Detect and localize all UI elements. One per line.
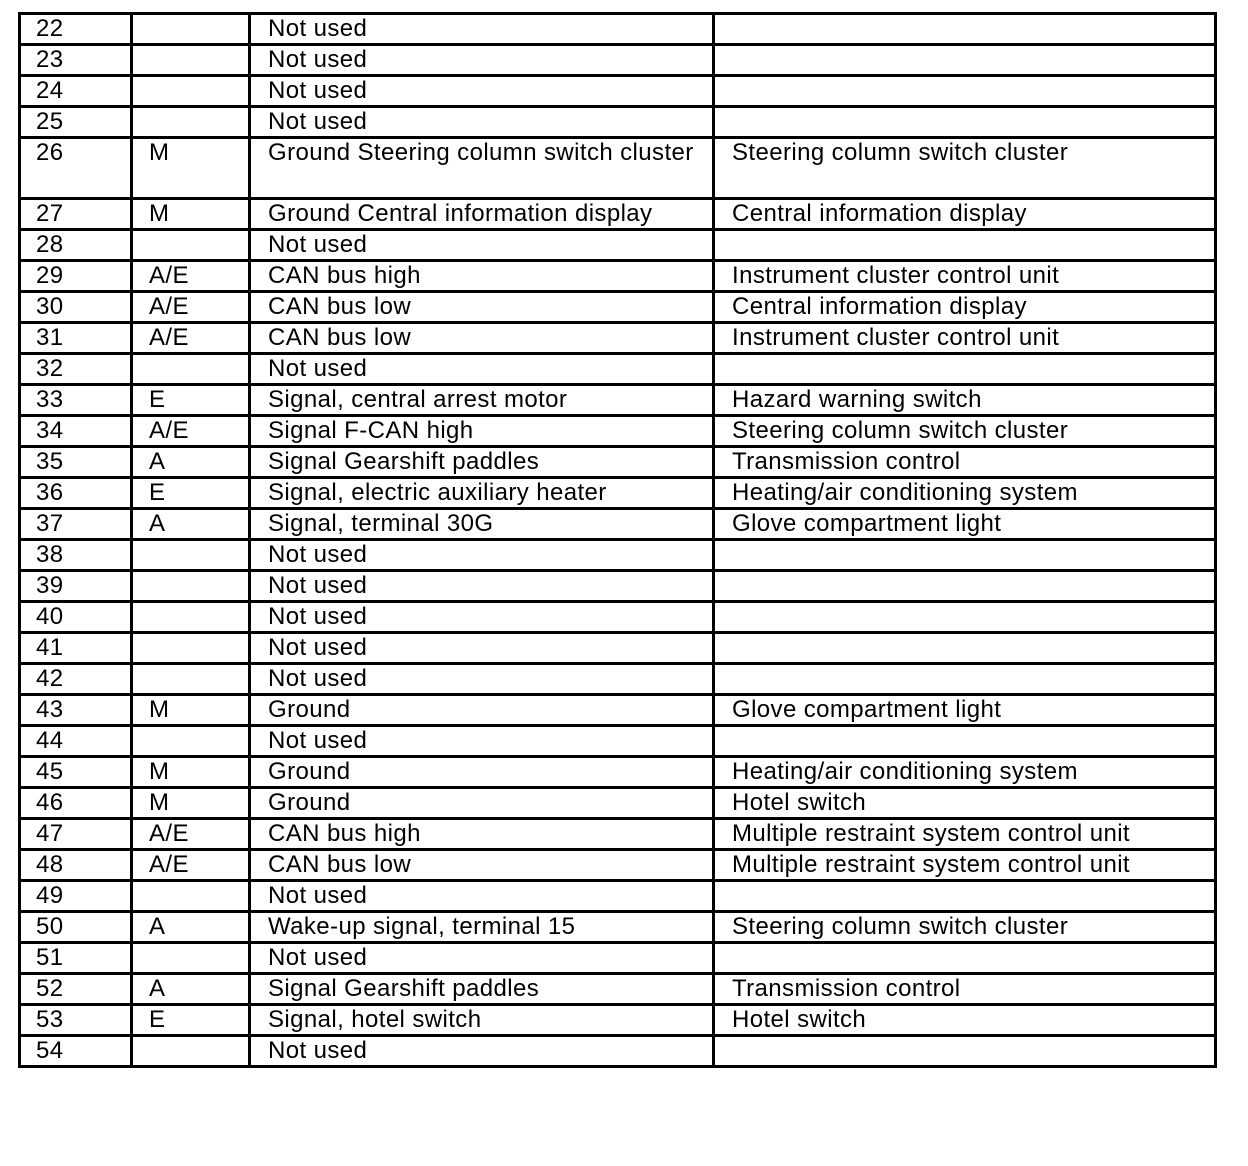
signal-type-cell: E — [132, 478, 250, 509]
signal-type-cell: A/E — [132, 819, 250, 850]
description-cell: Not used — [250, 45, 714, 76]
table-row — [20, 447, 1216, 478]
pin-cell: 35 — [20, 447, 132, 478]
table-row — [20, 850, 1216, 881]
description-cell: Not used — [250, 602, 714, 633]
pin-cell: 45 — [20, 757, 132, 788]
signal-type-cell — [132, 943, 250, 974]
table-row — [20, 45, 1216, 76]
component-cell — [714, 1036, 1216, 1067]
signal-type-cell: A — [132, 447, 250, 478]
pin-cell: 22 — [20, 14, 132, 45]
signal-type-cell — [132, 45, 250, 76]
signal-type-cell — [132, 76, 250, 107]
pin-cell: 26 — [20, 138, 132, 199]
component-cell: Glove compartment light — [714, 509, 1216, 540]
table-row — [20, 943, 1216, 974]
pin-cell: 23 — [20, 45, 132, 76]
description-cell: Signal, terminal 30G — [250, 509, 714, 540]
pin-cell: 50 — [20, 912, 132, 943]
signal-type-cell: A/E — [132, 850, 250, 881]
description-cell: Ground — [250, 695, 714, 726]
description-cell: CAN bus high — [250, 261, 714, 292]
signal-type-cell — [132, 230, 250, 261]
table-row — [20, 138, 1216, 199]
signal-type-cell — [132, 107, 250, 138]
component-cell — [714, 107, 1216, 138]
component-cell — [714, 943, 1216, 974]
signal-type-cell: A/E — [132, 323, 250, 354]
pin-cell: 53 — [20, 1005, 132, 1036]
table-row — [20, 323, 1216, 354]
signal-type-cell: A/E — [132, 416, 250, 447]
signal-type-cell: A/E — [132, 292, 250, 323]
signal-type-cell — [132, 664, 250, 695]
table-row — [20, 633, 1216, 664]
table-row — [20, 602, 1216, 633]
table-row — [20, 292, 1216, 323]
signal-type-cell: M — [132, 138, 250, 199]
description-cell: Not used — [250, 540, 714, 571]
component-cell: Steering column switch cluster — [714, 912, 1216, 943]
pin-cell: 28 — [20, 230, 132, 261]
component-cell: Transmission control — [714, 974, 1216, 1005]
description-cell: Not used — [250, 107, 714, 138]
table-row — [20, 199, 1216, 230]
pin-cell: 38 — [20, 540, 132, 571]
pin-cell: 40 — [20, 602, 132, 633]
table-row — [20, 354, 1216, 385]
pin-cell: 46 — [20, 788, 132, 819]
pin-cell: 42 — [20, 664, 132, 695]
table-row — [20, 230, 1216, 261]
component-cell: Heating/air conditioning system — [714, 757, 1216, 788]
description-cell: Not used — [250, 14, 714, 45]
description-cell: Not used — [250, 1036, 714, 1067]
component-cell — [714, 14, 1216, 45]
signal-type-cell — [132, 354, 250, 385]
table-row — [20, 261, 1216, 292]
description-cell: Signal, hotel switch — [250, 1005, 714, 1036]
description-cell: CAN bus low — [250, 323, 714, 354]
table-row — [20, 664, 1216, 695]
description-cell: Not used — [250, 76, 714, 107]
description-cell: CAN bus high — [250, 819, 714, 850]
pin-cell: 44 — [20, 726, 132, 757]
pin-cell: 29 — [20, 261, 132, 292]
description-cell: Ground — [250, 757, 714, 788]
pin-assignment-table — [18, 12, 1217, 1068]
component-cell: Multiple restraint system control unit — [714, 819, 1216, 850]
component-cell: Central information display — [714, 199, 1216, 230]
pin-cell: 32 — [20, 354, 132, 385]
pin-table-body — [20, 14, 1216, 1067]
signal-type-cell: M — [132, 199, 250, 230]
description-cell: Signal Gearshift paddles — [250, 974, 714, 1005]
description-cell: Signal, central arrest motor — [250, 385, 714, 416]
description-cell: Not used — [250, 633, 714, 664]
component-cell: Central information display — [714, 292, 1216, 323]
component-cell — [714, 726, 1216, 757]
signal-type-cell: E — [132, 1005, 250, 1036]
pin-cell: 54 — [20, 1036, 132, 1067]
signal-type-cell: A — [132, 509, 250, 540]
signal-type-cell: A/E — [132, 261, 250, 292]
pin-cell: 27 — [20, 199, 132, 230]
signal-type-cell: E — [132, 385, 250, 416]
table-row — [20, 1005, 1216, 1036]
component-cell — [714, 571, 1216, 602]
table-row — [20, 788, 1216, 819]
table-row — [20, 819, 1216, 850]
pin-cell: 39 — [20, 571, 132, 602]
signal-type-cell — [132, 602, 250, 633]
component-cell: Heating/air conditioning system — [714, 478, 1216, 509]
table-row — [20, 974, 1216, 1005]
signal-type-cell: M — [132, 757, 250, 788]
description-cell: Not used — [250, 664, 714, 695]
signal-type-cell: A — [132, 974, 250, 1005]
pin-cell: 36 — [20, 478, 132, 509]
table-row — [20, 385, 1216, 416]
table-row — [20, 1036, 1216, 1067]
signal-type-cell — [132, 571, 250, 602]
pin-cell: 48 — [20, 850, 132, 881]
component-cell: Hazard warning switch — [714, 385, 1216, 416]
signal-type-cell — [132, 14, 250, 45]
table-row — [20, 881, 1216, 912]
component-cell — [714, 633, 1216, 664]
component-cell — [714, 602, 1216, 633]
description-cell: CAN bus low — [250, 292, 714, 323]
pin-cell: 49 — [20, 881, 132, 912]
table-row — [20, 571, 1216, 602]
pin-cell: 41 — [20, 633, 132, 664]
table-row — [20, 107, 1216, 138]
pin-cell: 31 — [20, 323, 132, 354]
pin-cell: 37 — [20, 509, 132, 540]
description-cell: Not used — [250, 726, 714, 757]
component-cell: Instrument cluster control unit — [714, 323, 1216, 354]
description-cell: Signal Gearshift paddles — [250, 447, 714, 478]
description-cell: Not used — [250, 354, 714, 385]
component-cell — [714, 881, 1216, 912]
pin-cell: 24 — [20, 76, 132, 107]
pin-cell: 25 — [20, 107, 132, 138]
signal-type-cell: M — [132, 695, 250, 726]
signal-type-cell — [132, 726, 250, 757]
component-cell — [714, 230, 1216, 261]
table-row — [20, 14, 1216, 45]
table-row — [20, 509, 1216, 540]
table-row — [20, 726, 1216, 757]
signal-type-cell — [132, 540, 250, 571]
component-cell — [714, 354, 1216, 385]
description-cell: Not used — [250, 881, 714, 912]
pin-cell: 43 — [20, 695, 132, 726]
component-cell: Hotel switch — [714, 788, 1216, 819]
table-row — [20, 695, 1216, 726]
component-cell: Instrument cluster control unit — [714, 261, 1216, 292]
component-cell: Steering column switch cluster — [714, 416, 1216, 447]
description-cell: Not used — [250, 571, 714, 602]
description-cell: Not used — [250, 230, 714, 261]
table-row — [20, 478, 1216, 509]
component-cell: Transmission control — [714, 447, 1216, 478]
table-row — [20, 912, 1216, 943]
description-cell: Not used — [250, 943, 714, 974]
pin-cell: 34 — [20, 416, 132, 447]
component-cell: Steering column switch cluster — [714, 138, 1216, 199]
component-cell — [714, 45, 1216, 76]
pin-cell: 52 — [20, 974, 132, 1005]
description-cell: Signal, electric auxiliary heater — [250, 478, 714, 509]
table-row — [20, 540, 1216, 571]
signal-type-cell — [132, 633, 250, 664]
description-cell: Ground — [250, 788, 714, 819]
description-cell: Ground Central information display — [250, 199, 714, 230]
description-cell: Signal F-CAN high — [250, 416, 714, 447]
signal-type-cell: A — [132, 912, 250, 943]
signal-type-cell — [132, 1036, 250, 1067]
pin-cell: 30 — [20, 292, 132, 323]
description-cell: CAN bus low — [250, 850, 714, 881]
table-row — [20, 757, 1216, 788]
table-row — [20, 76, 1216, 107]
component-cell — [714, 664, 1216, 695]
pin-cell: 33 — [20, 385, 132, 416]
component-cell — [714, 540, 1216, 571]
pin-cell: 47 — [20, 819, 132, 850]
signal-type-cell: M — [132, 788, 250, 819]
pin-cell: 51 — [20, 943, 132, 974]
component-cell: Glove compartment light — [714, 695, 1216, 726]
signal-type-cell — [132, 881, 250, 912]
description-cell: Ground Steering column switch cluster — [250, 138, 714, 199]
table-row — [20, 416, 1216, 447]
description-cell: Wake-up signal, terminal 15 — [250, 912, 714, 943]
component-cell: Hotel switch — [714, 1005, 1216, 1036]
component-cell — [714, 76, 1216, 107]
component-cell: Multiple restraint system control unit — [714, 850, 1216, 881]
